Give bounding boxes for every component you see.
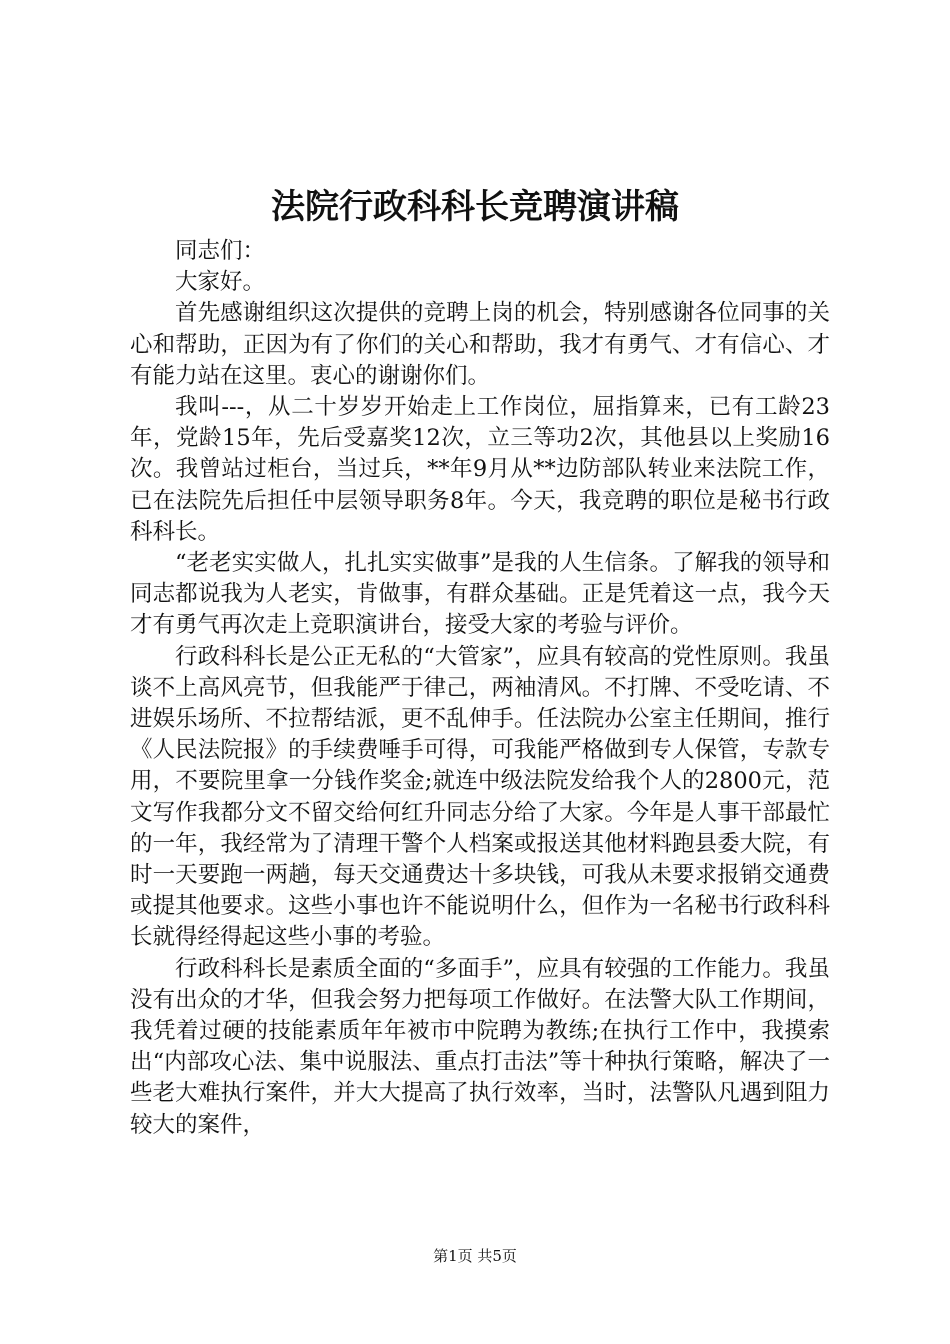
body-paragraph: “老老实实做人，扎扎实实做事”是我的人生信条。了解我的领导和同志都说我为人老实，肯做事，有群众基础。正是凭着这一点，我今天才有勇气再次走上竞职演讲台，接受大家的考验与评价。 xyxy=(130,550,830,639)
body-paragraph: 行政科科长是素质全面的“多面手”，应具有较强的工作能力。我虽没有出众的才华，但我会努力把每项工作做好。在法警大队工作期间，我凭着过硬的技能素质年年被市中院聘为教练;在执行工作中，我摸索出“内部攻心法、集中说服法、重点打击法”等十种执行策略，解决了一些老大难执行案件，并大大提高了执行效率，当时，法警队凡遇到阻力较大的案件， xyxy=(130,955,830,1138)
body-paragraph: 我叫---，从二十岁岁开始走上工作岗位，屈指算来，已有工龄23年，党龄15年，先后受嘉奖12次，立三等功2次，其他县以上奖励16次。我曾站过柜台，当过兵，**年9月从**边防部队转业来法院工作，已在法院先后担任中层领导职务8年。今天，我竞聘的职位是秘书行政科科长。 xyxy=(130,394,830,545)
body-paragraph: 行政科科长是公正无私的“大管家”，应具有较高的党性原则。我虽谈不上高风亮节，但我能严于律己，两袖清风。不打牌、不受吃请、不进娱乐场所、不拉帮结派，更不乱伸手。任法院办公室主任期间，推行《人民法院报》的手续费唾手可得，可我能严格做到专人保管，专款专用，不要院里拿一分钱作奖金;就连中级法院发给我个人的2800元，范文写作我都分文不留交给何红升同志分给了大家。今年是人事干部最忙的一年，我经常为了清理干警个人档案或报送其他材料跑县委大院，有时一天要跑一两趟，每天交通费达十多块钱，可我从未要求报销交通费或提其他要求。这些小事也许不能说明什么，但作为一名秘书行政科科长就得经得起这些小事的考验。 xyxy=(130,643,830,951)
body-paragraph: 首先感谢组织这次提供的竞聘上岗的机会，特别感谢各位同事的关心和帮助，正因为有了你们的关心和帮助，我才有勇气、才有信心、才有能力站在这里。衷心的谢谢你们。 xyxy=(130,300,830,389)
greeting-paragraph: 大家好。 xyxy=(175,269,266,296)
salutation-paragraph: 同志们： xyxy=(175,238,266,264)
document-title: 法院行政科科长竞聘演讲稿 xyxy=(271,187,679,227)
document-body xyxy=(130,236,830,1141)
page-number-footer: 第1页 共5页 xyxy=(433,1247,517,1265)
